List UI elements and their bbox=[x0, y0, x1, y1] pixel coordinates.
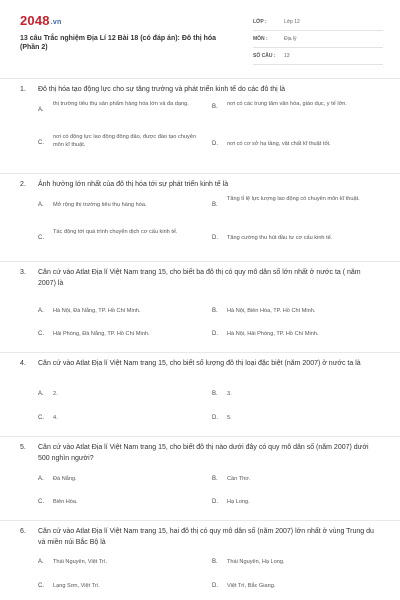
option-text: Lạng Sơn, Việt Trì. bbox=[53, 583, 100, 589]
question-1 bbox=[0, 78, 400, 174]
question-stem bbox=[20, 526, 380, 548]
option-letter: D. bbox=[212, 331, 218, 337]
option-text: Tác động tới quá trình chuyển dịch cơ cấu kinh tế. bbox=[53, 229, 178, 235]
option-b[interactable] bbox=[212, 558, 372, 566]
option-letter: D. bbox=[212, 235, 218, 241]
option-c[interactable] bbox=[38, 498, 198, 506]
question-stem bbox=[20, 442, 380, 464]
option-letter: C. bbox=[38, 583, 44, 589]
option-letter: B. bbox=[212, 391, 218, 397]
question-stem bbox=[20, 267, 380, 289]
question-2 bbox=[0, 173, 400, 262]
option-text: Hà Nội, Đà Nẵng, TP. Hồ Chí Minh. bbox=[53, 308, 141, 314]
meta-table bbox=[253, 14, 383, 65]
question-4 bbox=[0, 352, 400, 437]
option-letter: B. bbox=[212, 308, 218, 314]
document-header bbox=[0, 0, 400, 79]
option-d[interactable] bbox=[212, 330, 372, 338]
question-number: 6. bbox=[20, 528, 26, 535]
option-letter: A. bbox=[38, 559, 44, 565]
option-c[interactable] bbox=[38, 582, 198, 590]
question-text: Căn cứ vào Atlat Địa lí Việt Nam trang 15, cho biết đô thị nào dưới đây có quy mô dân số (năm 2007) dưới 500 nghìn người? bbox=[38, 444, 369, 462]
question-number: 3. bbox=[20, 269, 26, 276]
option-b[interactable] bbox=[212, 475, 372, 483]
question-number: 2. bbox=[20, 181, 26, 188]
meta-label: LỚP : bbox=[253, 19, 267, 25]
option-text: 2. bbox=[53, 391, 58, 397]
option-text: 4. bbox=[53, 415, 58, 421]
meta-row-subject bbox=[253, 31, 383, 48]
option-b[interactable] bbox=[212, 195, 372, 208]
option-text: nơi có cơ sở hạ tầng, vật chất kĩ thuật tốt. bbox=[227, 141, 331, 147]
question-number: 1. bbox=[20, 86, 26, 93]
option-text: 5. bbox=[227, 415, 232, 421]
option-letter: C. bbox=[38, 235, 44, 241]
option-letter: A. bbox=[38, 107, 44, 113]
option-a[interactable] bbox=[38, 100, 198, 113]
option-letter: C. bbox=[38, 331, 44, 337]
question-5 bbox=[0, 436, 400, 521]
option-text: Tăng tỉ lệ lực lượng lao động có chuyên môn kĩ thuật. bbox=[227, 196, 360, 202]
option-b[interactable] bbox=[212, 307, 372, 315]
option-c[interactable] bbox=[38, 133, 198, 149]
option-d[interactable] bbox=[212, 414, 372, 422]
question-stem bbox=[20, 358, 380, 369]
option-a[interactable] bbox=[38, 307, 198, 315]
document-title: 13 câu Trắc nghiệm Địa Lí 12 Bài 18 (có đáp án): Đô thị hóa (Phần 2) bbox=[20, 35, 217, 51]
option-text: Cần Thơ. bbox=[227, 476, 251, 482]
question-number: 5. bbox=[20, 444, 26, 451]
option-text: Biên Hòa. bbox=[53, 499, 78, 505]
option-d[interactable] bbox=[212, 582, 372, 590]
option-text: Mở rộng thị trường tiêu thụ hàng hóa. bbox=[53, 202, 147, 208]
option-letter: A. bbox=[38, 308, 44, 314]
option-text: Tăng cường thu hút đầu tư cơ cấu kinh tế. bbox=[227, 235, 333, 241]
question-text: Ảnh hưởng lớn nhất của đô thị hóa tới sự phát triển kinh tế là bbox=[38, 181, 229, 188]
option-letter: C. bbox=[38, 499, 44, 505]
question-text: Căn cứ vào Atlat Địa lí Việt Nam trang 15, hai đô thị có quy mô dân số (năm 2007) lớn nhất ở vùng Trung du và miền núi Bắc Bộ là bbox=[38, 528, 374, 546]
logo-main: 2048 bbox=[20, 13, 50, 28]
option-text: Hà Nội, Biên Hòa, TP. Hồ Chí Minh. bbox=[227, 308, 316, 314]
option-text: nơi có các trung tâm văn hóa, giáo dục, y tế lớn. bbox=[227, 101, 347, 107]
option-letter: A. bbox=[38, 202, 44, 208]
option-text: thị trường tiêu thụ sản phẩm hàng hóa lớn và đa dạng. bbox=[53, 101, 189, 107]
option-text: Việt Trì, Bắc Giang. bbox=[227, 583, 276, 589]
option-c[interactable] bbox=[38, 228, 198, 241]
option-text: Hà Nội, Hải Phòng, TP. Hồ Chí Minh. bbox=[227, 331, 319, 337]
option-a[interactable] bbox=[38, 475, 198, 483]
option-a[interactable] bbox=[38, 390, 198, 398]
option-a[interactable] bbox=[38, 558, 198, 566]
option-letter: B. bbox=[212, 476, 218, 482]
option-letter: B. bbox=[212, 202, 218, 208]
meta-value: Địa lý bbox=[284, 36, 297, 42]
meta-label: SỐ CÂU : bbox=[253, 53, 276, 59]
option-text: 3. bbox=[227, 391, 232, 397]
meta-label: MÔN : bbox=[253, 36, 268, 42]
option-letter: B. bbox=[212, 104, 218, 110]
logo-suffix: .vn bbox=[50, 19, 62, 26]
option-c[interactable] bbox=[38, 330, 198, 338]
question-stem bbox=[20, 84, 380, 95]
option-d[interactable] bbox=[212, 140, 372, 148]
option-d[interactable] bbox=[212, 234, 372, 242]
option-a[interactable] bbox=[38, 201, 198, 209]
option-text: nơi có động lực lao động đông đảo, được đào tạo chuyên môn kĩ thuật. bbox=[53, 134, 196, 148]
option-letter: D. bbox=[212, 583, 218, 589]
meta-row-class bbox=[253, 14, 383, 31]
option-text: Thái Nguyên, Việt Trì. bbox=[53, 559, 107, 565]
option-d[interactable] bbox=[212, 498, 372, 506]
option-letter: C. bbox=[38, 415, 44, 421]
meta-row-count bbox=[253, 48, 383, 65]
question-text: Đô thị hóa tạo động lực cho sự tăng trưởng và phát triển kinh tế do các đô thị là bbox=[38, 86, 286, 93]
option-letter: C. bbox=[38, 140, 44, 146]
question-stem bbox=[20, 179, 380, 190]
meta-value: 13 bbox=[284, 53, 290, 59]
question-number: 4. bbox=[20, 360, 26, 367]
option-c[interactable] bbox=[38, 414, 198, 422]
site-logo[interactable] bbox=[20, 13, 61, 28]
option-letter: A. bbox=[38, 476, 44, 482]
option-text: Đà Nẵng. bbox=[53, 476, 77, 482]
option-b[interactable] bbox=[212, 100, 372, 108]
question-3 bbox=[0, 261, 400, 353]
option-letter: B. bbox=[212, 559, 218, 565]
option-text: Hải Phòng, Đà Nẵng, TP. Hồ Chí Minh. bbox=[53, 331, 150, 337]
meta-value: Lớp 12 bbox=[284, 19, 300, 25]
question-text: Căn cứ vào Atlat Địa lí Việt Nam trang 15, cho biết ba đô thị có quy mô dân số lớn nhất ở nước ta ( năm 2007) là bbox=[38, 269, 361, 287]
option-text: Thái Nguyên, Hạ Long. bbox=[227, 559, 285, 565]
option-letter: D. bbox=[212, 499, 218, 505]
question-text: Căn cứ vào Atlat Địa lí Việt Nam trang 15, cho biết số lượng đô thị loại đặc biệt (năm 2007) ở nước ta là bbox=[38, 360, 361, 367]
option-letter: D. bbox=[212, 415, 218, 421]
option-letter: D. bbox=[212, 141, 218, 147]
option-b[interactable] bbox=[212, 390, 372, 398]
question-6 bbox=[0, 520, 400, 600]
option-text: Hạ Long. bbox=[227, 499, 250, 505]
option-letter: A. bbox=[38, 391, 44, 397]
